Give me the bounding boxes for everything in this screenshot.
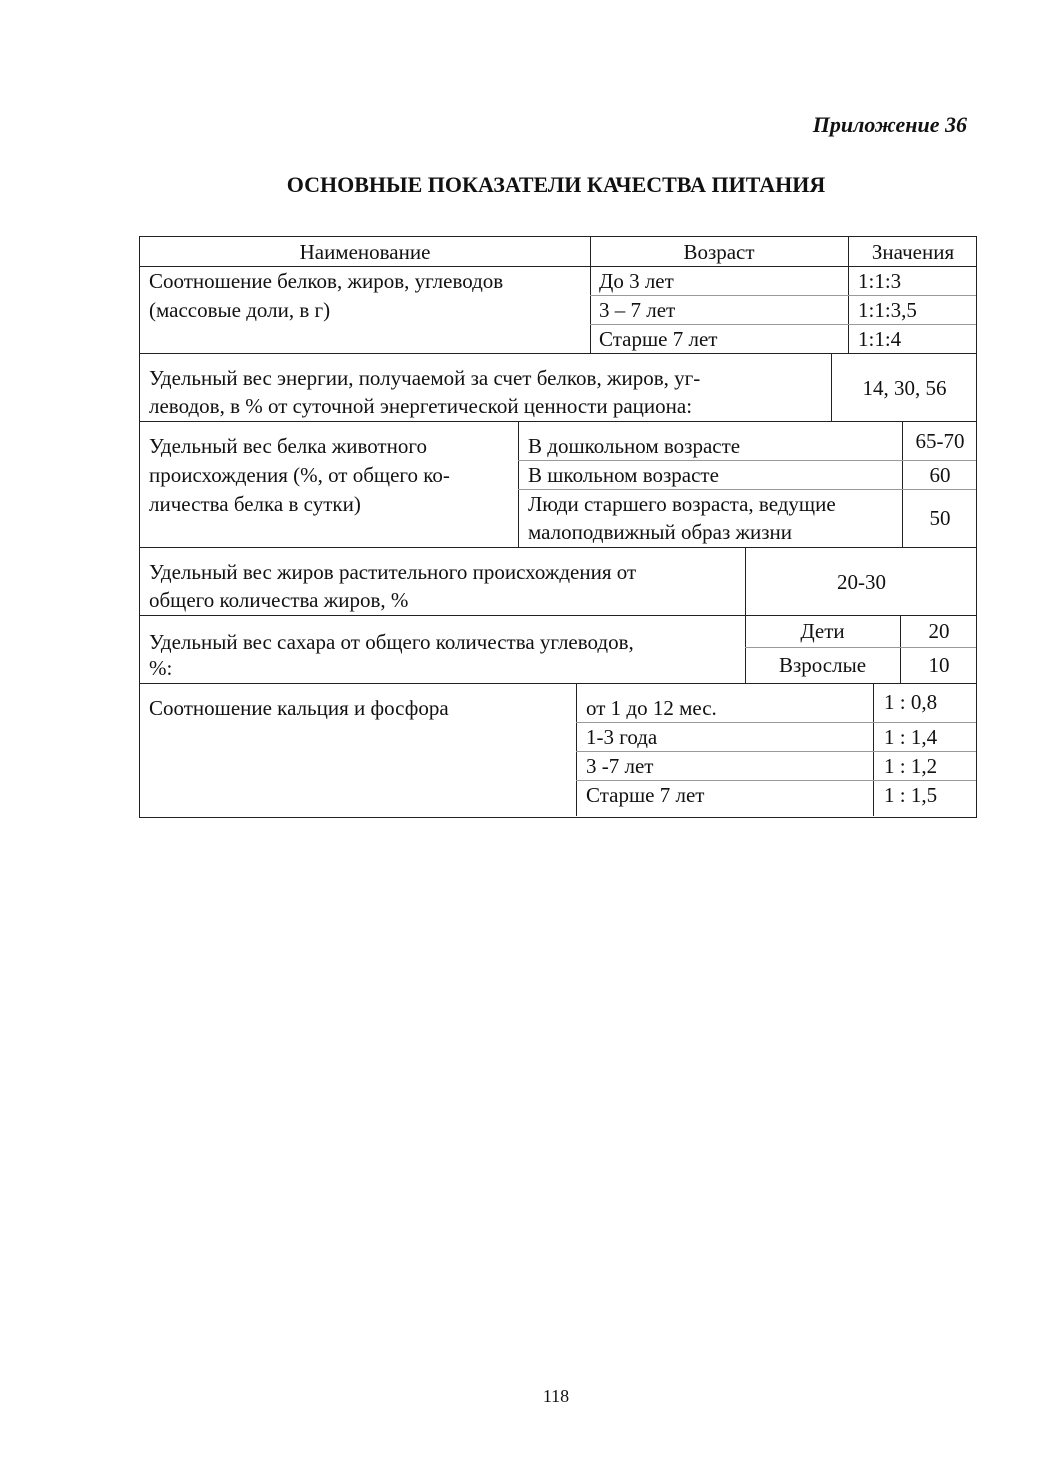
animal-protein-value-3: 50 <box>929 506 951 530</box>
page-number: 118 <box>542 1386 570 1406</box>
section-energy-share <box>140 353 976 421</box>
pfc-value-2: 1:1:3,5 <box>858 298 917 322</box>
ca-p-age-1: от 1 до 12 мес. <box>586 696 717 720</box>
header-value: Значения <box>871 240 955 264</box>
ca-p-age-4: Старше 7 лет <box>586 783 705 807</box>
pfc-ratio-name: Соотношение белков, жиров, углеводов (массовые доли, в г) <box>149 269 504 322</box>
energy-share-value: 14, 30, 56 <box>862 376 947 400</box>
plant-fat-name-line2: общего количества жиров, % <box>149 588 409 612</box>
pfc-value-1: 1:1:3 <box>858 269 902 293</box>
animal-protein-age-1: В дошкольном возрасте <box>528 434 741 458</box>
section-ca-p-ratio <box>140 683 976 816</box>
sugar-value-1: 20 <box>928 619 950 643</box>
animal-protein-age-3-line1: Люди старшего возраста, ведущие <box>528 492 836 516</box>
ca-p-ratio-name: Соотношение кальция и фосфора <box>149 696 449 720</box>
appendix-label: Приложение 36 <box>812 112 967 137</box>
section-pfc-ratio <box>140 237 976 353</box>
section-sugar-share <box>140 615 976 683</box>
ca-p-value-2: 1 : 1,4 <box>884 725 938 749</box>
pfc-age-2: 3 – 7 лет <box>599 298 676 322</box>
ca-p-age-3: 3 -7 лет <box>586 754 654 778</box>
sugar-value-2: 10 <box>928 653 950 677</box>
ca-p-value-1: 1 : 0,8 <box>884 690 938 714</box>
energy-share-name-line2: леводов, в % от суточной энергетической ценности рациона: <box>149 394 693 418</box>
pfc-age-1: До 3 лет <box>599 269 674 293</box>
sugar-group-2: Взрослые <box>778 653 867 677</box>
nutrition-quality-table <box>139 236 977 818</box>
sugar-share-name-line2: %: <box>149 656 173 680</box>
animal-protein-name-line3: личества белка в сутки) <box>149 492 361 516</box>
animal-protein-age-2: В школьном возрасте <box>528 463 719 487</box>
page-title: ОСНОВНЫЕ ПОКАЗАТЕЛИ КАЧЕСТВА ПИТАНИЯ <box>286 172 826 197</box>
plant-fat-value: 20-30 <box>837 570 886 594</box>
animal-protein-name-line1: Удельный вес белка животного <box>149 434 427 458</box>
sugar-group-1: Дети <box>800 619 845 643</box>
ca-p-age-2: 1-3 года <box>586 725 658 749</box>
animal-protein-name-line2: происхождения (%, от общего ко- <box>149 463 450 487</box>
section-animal-protein <box>140 421 976 547</box>
section-plant-fat <box>140 547 976 615</box>
animal-protein-age-3-line2: малоподвижный образ жизни <box>528 520 793 544</box>
animal-protein-value-2: 60 <box>929 463 951 487</box>
plant-fat-name-line1: Удельный вес жиров растительного происхождения от <box>149 560 637 584</box>
pfc-age-3: Старше 7 лет <box>599 327 718 351</box>
sugar-share-name-line1: Удельный вес сахара от общего количества углеводов, <box>149 630 634 654</box>
pfc-value-3: 1:1:4 <box>858 327 902 351</box>
ca-p-value-4: 1 : 1,5 <box>884 783 938 807</box>
energy-share-name-line1: Удельный вес энергии, получаемой за счет белков, жиров, уг- <box>149 366 701 390</box>
header-age: Возраст <box>683 240 755 264</box>
ca-p-value-3: 1 : 1,2 <box>884 754 938 778</box>
animal-protein-value-1: 65-70 <box>915 429 965 453</box>
header-name: Наименование <box>299 240 431 264</box>
